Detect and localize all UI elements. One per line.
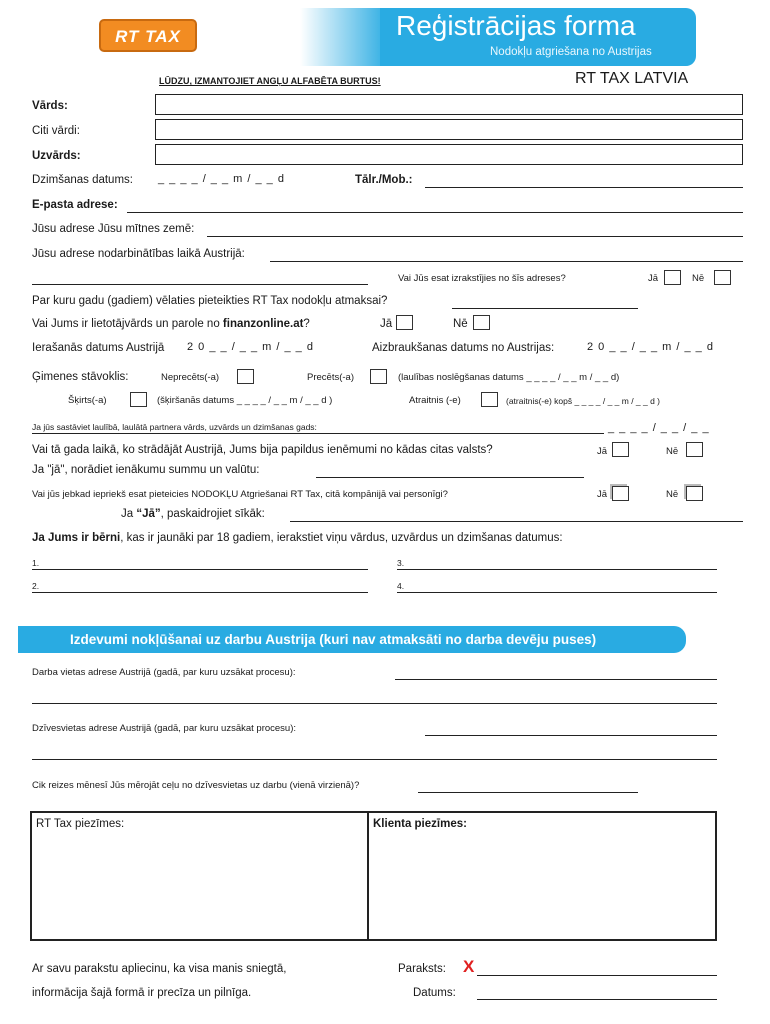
departure-date-label: Aizbraukšanas datums no Austrijas: — [372, 342, 555, 354]
child-1-number: 1. — [32, 558, 40, 568]
prior-explain-yes: “Jā” — [136, 508, 161, 520]
single-checkbox[interactable] — [237, 369, 254, 384]
rt-tax-notes-box[interactable] — [30, 811, 369, 941]
rt-tax-logo — [99, 19, 197, 52]
finanzonline-yes-label: Jā — [380, 318, 393, 330]
living-address-field-line2[interactable] — [32, 759, 717, 760]
prior-application-no-label: Nē — [666, 489, 679, 500]
divorce-date-field[interactable]: (šķiršanās datums _ _ _ _ / _ _ m / _ _ d ) — [157, 395, 333, 406]
married-checkbox[interactable] — [370, 369, 387, 384]
arrival-date-field[interactable]: 2 0 _ _ / _ _ m / _ _ d — [187, 341, 314, 353]
child-2-number: 2. — [32, 581, 40, 591]
extra-income-yes-checkbox[interactable] — [612, 442, 629, 457]
child-4-field[interactable] — [397, 592, 717, 593]
prior-application-yes-checkbox[interactable] — [612, 486, 629, 501]
partner-field[interactable] — [32, 433, 604, 434]
family-status-label: Ģimenes stāvoklis: — [32, 371, 129, 383]
child-4-number: 4. — [397, 581, 405, 591]
child-3-number: 3. — [397, 558, 405, 568]
email-field[interactable] — [127, 212, 743, 213]
date-label: Datums: — [413, 987, 456, 999]
austria-address-field[interactable] — [270, 261, 743, 262]
surname-field[interactable] — [155, 144, 743, 165]
prior-explain-label — [121, 509, 265, 521]
rt-tax-notes-label: RT Tax piezīmes: — [36, 818, 125, 830]
work-address-field-line2[interactable] — [32, 703, 717, 704]
moved-out-yes-checkbox[interactable] — [664, 270, 681, 285]
finanzonline-no-checkbox[interactable] — [473, 315, 490, 330]
declaration-line-2: informācija šajā formā ir precīza un pilnīga. — [32, 987, 252, 999]
finanzonline-question — [32, 319, 310, 331]
moved-out-yes-label: Jā — [648, 273, 659, 284]
logo-text: RT TAX — [115, 27, 181, 46]
finanzonline-question-text: Vai Jums ir lietotājvārds un parole no — [32, 318, 223, 330]
surname-label: Uzvārds: — [32, 150, 81, 162]
signature-field[interactable] — [477, 975, 717, 976]
signature-x-mark: X — [463, 957, 475, 976]
children-instruction-text: , kas ir jaunāki par 18 gadiem, ierakstiet viņu vārdus, uzvārdus un dzimšanas datumus: — [120, 532, 563, 544]
austria-address-field-line2[interactable] — [32, 284, 368, 285]
finanzonline-question-end: ? — [303, 318, 310, 330]
arrival-date-label: Ierašanās datums Austrijā — [32, 342, 165, 354]
finanzonline-no-label: Nē — [453, 318, 468, 330]
trips-per-month-field[interactable] — [418, 792, 638, 793]
extra-income-yes-label: Jā — [597, 446, 608, 457]
latin-alphabet-note: LŪDZU, IZMANTOJIET ANGĻU ALFABĒTA BURTUS! — [159, 76, 381, 86]
widowed-label: Atraitnis (-e) — [409, 395, 461, 406]
children-instruction-lead: Ja Jums ir bērni — [32, 532, 121, 544]
brand-label: RT TAX LATVIA — [575, 70, 689, 87]
home-address-label: Jūsu adrese Jūsu mītnes zemē: — [32, 223, 195, 235]
divorced-checkbox[interactable] — [130, 392, 147, 407]
other-names-label: Citi vārdi: — [32, 125, 80, 137]
extra-income-no-label: Nē — [666, 446, 679, 457]
email-label: E-pasta adrese: — [32, 199, 118, 211]
widowed-checkbox[interactable] — [481, 392, 498, 407]
other-names-field[interactable] — [155, 119, 743, 140]
client-notes-box[interactable] — [367, 811, 717, 941]
income-amount-field[interactable] — [316, 477, 584, 478]
partner-note: Ja jūs sastāviet laulībā, laulātā partnera vārds, uzvārds un dzimšanas gads: — [32, 422, 317, 432]
tax-years-question: Par kuru gadu (gadiem) vēlaties pieteikties RT Tax nodokļu atmaksai? — [32, 295, 388, 307]
single-label: Neprecēts(-a) — [161, 372, 220, 383]
child-3-field[interactable] — [397, 569, 717, 570]
work-address-label: Darba vietas adrese Austrijā (gadā, par kuru uzsākat procesu): — [32, 667, 296, 678]
phone-label: Tālr./Mob.: — [355, 174, 413, 186]
form-subtitle: Nodokļu atgriešana no Austrijas — [490, 46, 652, 58]
children-instruction — [32, 533, 563, 545]
living-address-label: Dzīvesvietas adrese Austrijā (gadā, par kuru uzsākat procesu): — [32, 723, 297, 734]
moved-out-question: Vai Jūs esat izrakstījies no šīs adreses? — [398, 273, 566, 284]
extra-income-question: Vai tā gada laikā, ko strādājāt Austrijā, Jums bija papildus ienēmumi no kādas citas valsts? — [32, 444, 493, 456]
form-title: Reģistrācijas forma — [396, 10, 636, 41]
prior-explain-prefix: Ja — [121, 508, 137, 520]
trips-per-month-label: Cik reizes mēnesī Jūs mērojāt ceļu no dzīvesvietas uz darbu (vienā virzienā)? — [32, 780, 360, 791]
prior-application-question: Vai jūs jebkad iepriekš esat pieteicies NODOKĻU Atgriešanai RT Tax, citā kompānijā vai personīgi? — [32, 489, 448, 500]
moved-out-no-checkbox[interactable] — [714, 270, 731, 285]
finanzonline-yes-checkbox[interactable] — [396, 315, 413, 330]
extra-income-no-checkbox[interactable] — [686, 442, 703, 457]
marriage-date-field[interactable]: (laulības noslēgšanas datums _ _ _ _ / _ _ m / _ _ d) — [398, 372, 620, 383]
birth-date-field[interactable]: _ _ _ _ / _ _ m / _ _ d — [158, 173, 285, 185]
first-name-field[interactable] — [155, 94, 743, 115]
client-notes-label: Klienta piezīmes: — [373, 818, 467, 830]
child-2-field[interactable] — [32, 592, 368, 593]
partner-birth-year-field[interactable]: _ _ _ _ / _ _ / _ _ — [608, 422, 710, 434]
phone-field[interactable] — [425, 187, 743, 188]
tax-years-field[interactable] — [452, 308, 638, 309]
divorced-label: Šķirts(-a) — [68, 395, 107, 406]
date-field[interactable] — [477, 999, 717, 1000]
child-1-field[interactable] — [32, 569, 368, 570]
signature-label: Paraksts: — [398, 963, 446, 975]
widowed-date-field[interactable]: (atraitnis(-e) kopš _ _ _ _ / _ _ m / _ _ d ) — [506, 396, 661, 406]
work-address-field[interactable] — [395, 679, 717, 680]
prior-application-no-checkbox[interactable] — [686, 486, 703, 501]
finanzonline-site: finanzonline.at — [222, 318, 304, 330]
expenses-section-title: Izdevumi nokļūšanai uz darbu Austrija (kuri nav atmaksāti no darba devēju puses) — [70, 632, 597, 647]
home-address-field[interactable] — [207, 236, 743, 237]
married-label: Precēts(-a) — [307, 372, 354, 383]
prior-application-yes-label: Jā — [597, 489, 608, 500]
header-banner-fade — [300, 8, 390, 66]
departure-date-field[interactable]: 2 0 _ _ / _ _ m / _ _ d — [587, 341, 714, 353]
birth-date-label: Dzimšanas datums: — [32, 174, 133, 186]
moved-out-no-label: Nē — [692, 273, 705, 284]
income-amount-label: Ja "jā", norādiet ienākumu summu un valūtu: — [32, 464, 260, 476]
prior-explain-field[interactable] — [290, 521, 743, 522]
austria-address-label: Jūsu adrese nodarbinātības laikā Austrijā: — [32, 248, 245, 260]
declaration-line-1: Ar savu parakstu apliecinu, ka visa manis sniegtā, — [32, 963, 287, 975]
first-name-label: Vārds: — [32, 100, 68, 112]
living-address-field[interactable] — [425, 735, 717, 736]
prior-explain-suffix: , paskaidrojiet sīkāk: — [160, 508, 265, 520]
